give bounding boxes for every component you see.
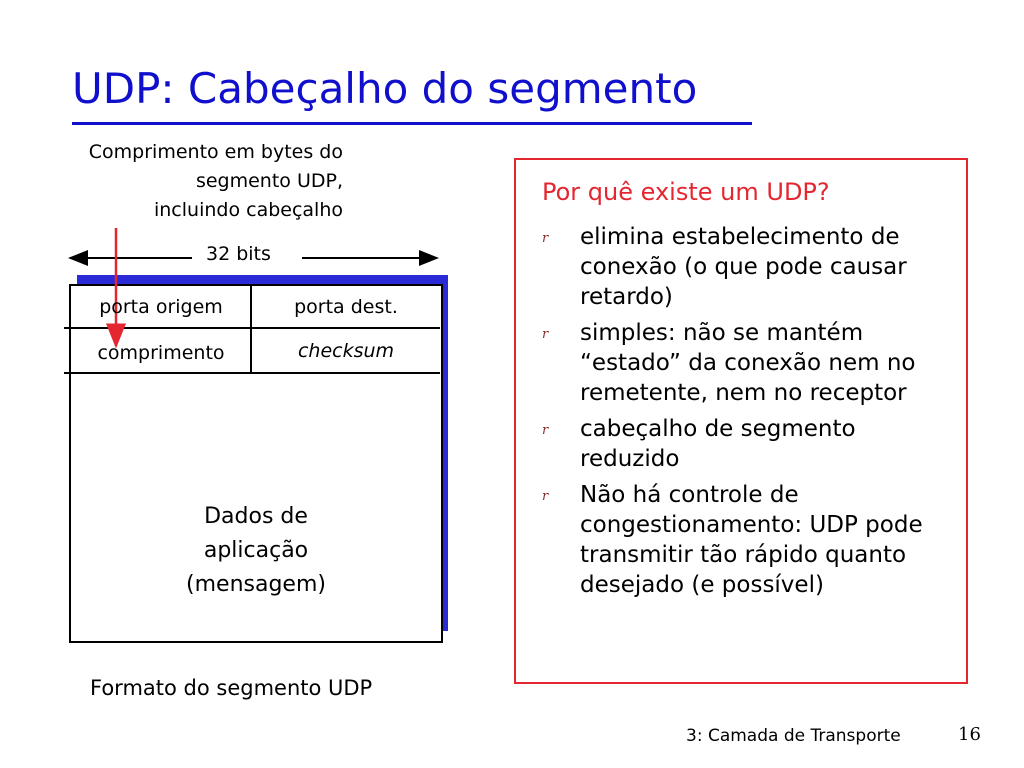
field-source-port: porta origem: [99, 296, 223, 318]
list-item-text: cabeçalho de segmento reduzido: [580, 416, 856, 472]
annotation-line-1: Comprimento em bytes do: [88, 141, 343, 163]
list-item: [542, 318, 962, 408]
why-udp-title: Por quê existe um UDP?: [542, 178, 830, 206]
bullet-icon: r: [542, 327, 549, 342]
field-checksum: checksum: [297, 340, 395, 362]
bullet-icon: r: [542, 423, 549, 438]
annotation-line-2: segmento UDP,: [195, 170, 343, 192]
diagram-caption: Formato do segmento UDP: [90, 676, 373, 700]
field-length: comprimento: [97, 342, 225, 364]
data-line-3: (mensagem): [186, 572, 326, 597]
annotation-line-3: incluindo cabeçalho: [153, 199, 343, 221]
data-line-1: Dados de: [204, 504, 308, 529]
field-dest-port: porta dest.: [294, 296, 398, 318]
bullet-icon: r: [542, 489, 549, 504]
list-item-text: simples: não se mantém “estado” da conexão nem no remetente, nem no receptor: [580, 320, 916, 406]
list-item: [542, 222, 962, 312]
application-data: [70, 500, 442, 602]
list-item: [542, 480, 962, 600]
slide-title: UDP: Cabeçalho do segmento: [72, 64, 698, 113]
why-udp-list: [542, 222, 962, 606]
list-item-text: elimina estabelecimento de conexão (o que pode causar retardo): [580, 224, 907, 310]
page-number: 16: [958, 724, 981, 745]
footer-chapter: 3: Camada de Transporte: [686, 726, 901, 746]
list-item: [542, 414, 962, 474]
width-label: 32 bits: [200, 243, 277, 265]
bullet-icon: r: [542, 231, 549, 246]
list-item-text: Não há controle de congestionamento: UDP pode transmitir tão rápido quanto desejado (e possível): [580, 482, 923, 598]
data-line-2: aplicação: [203, 538, 309, 563]
